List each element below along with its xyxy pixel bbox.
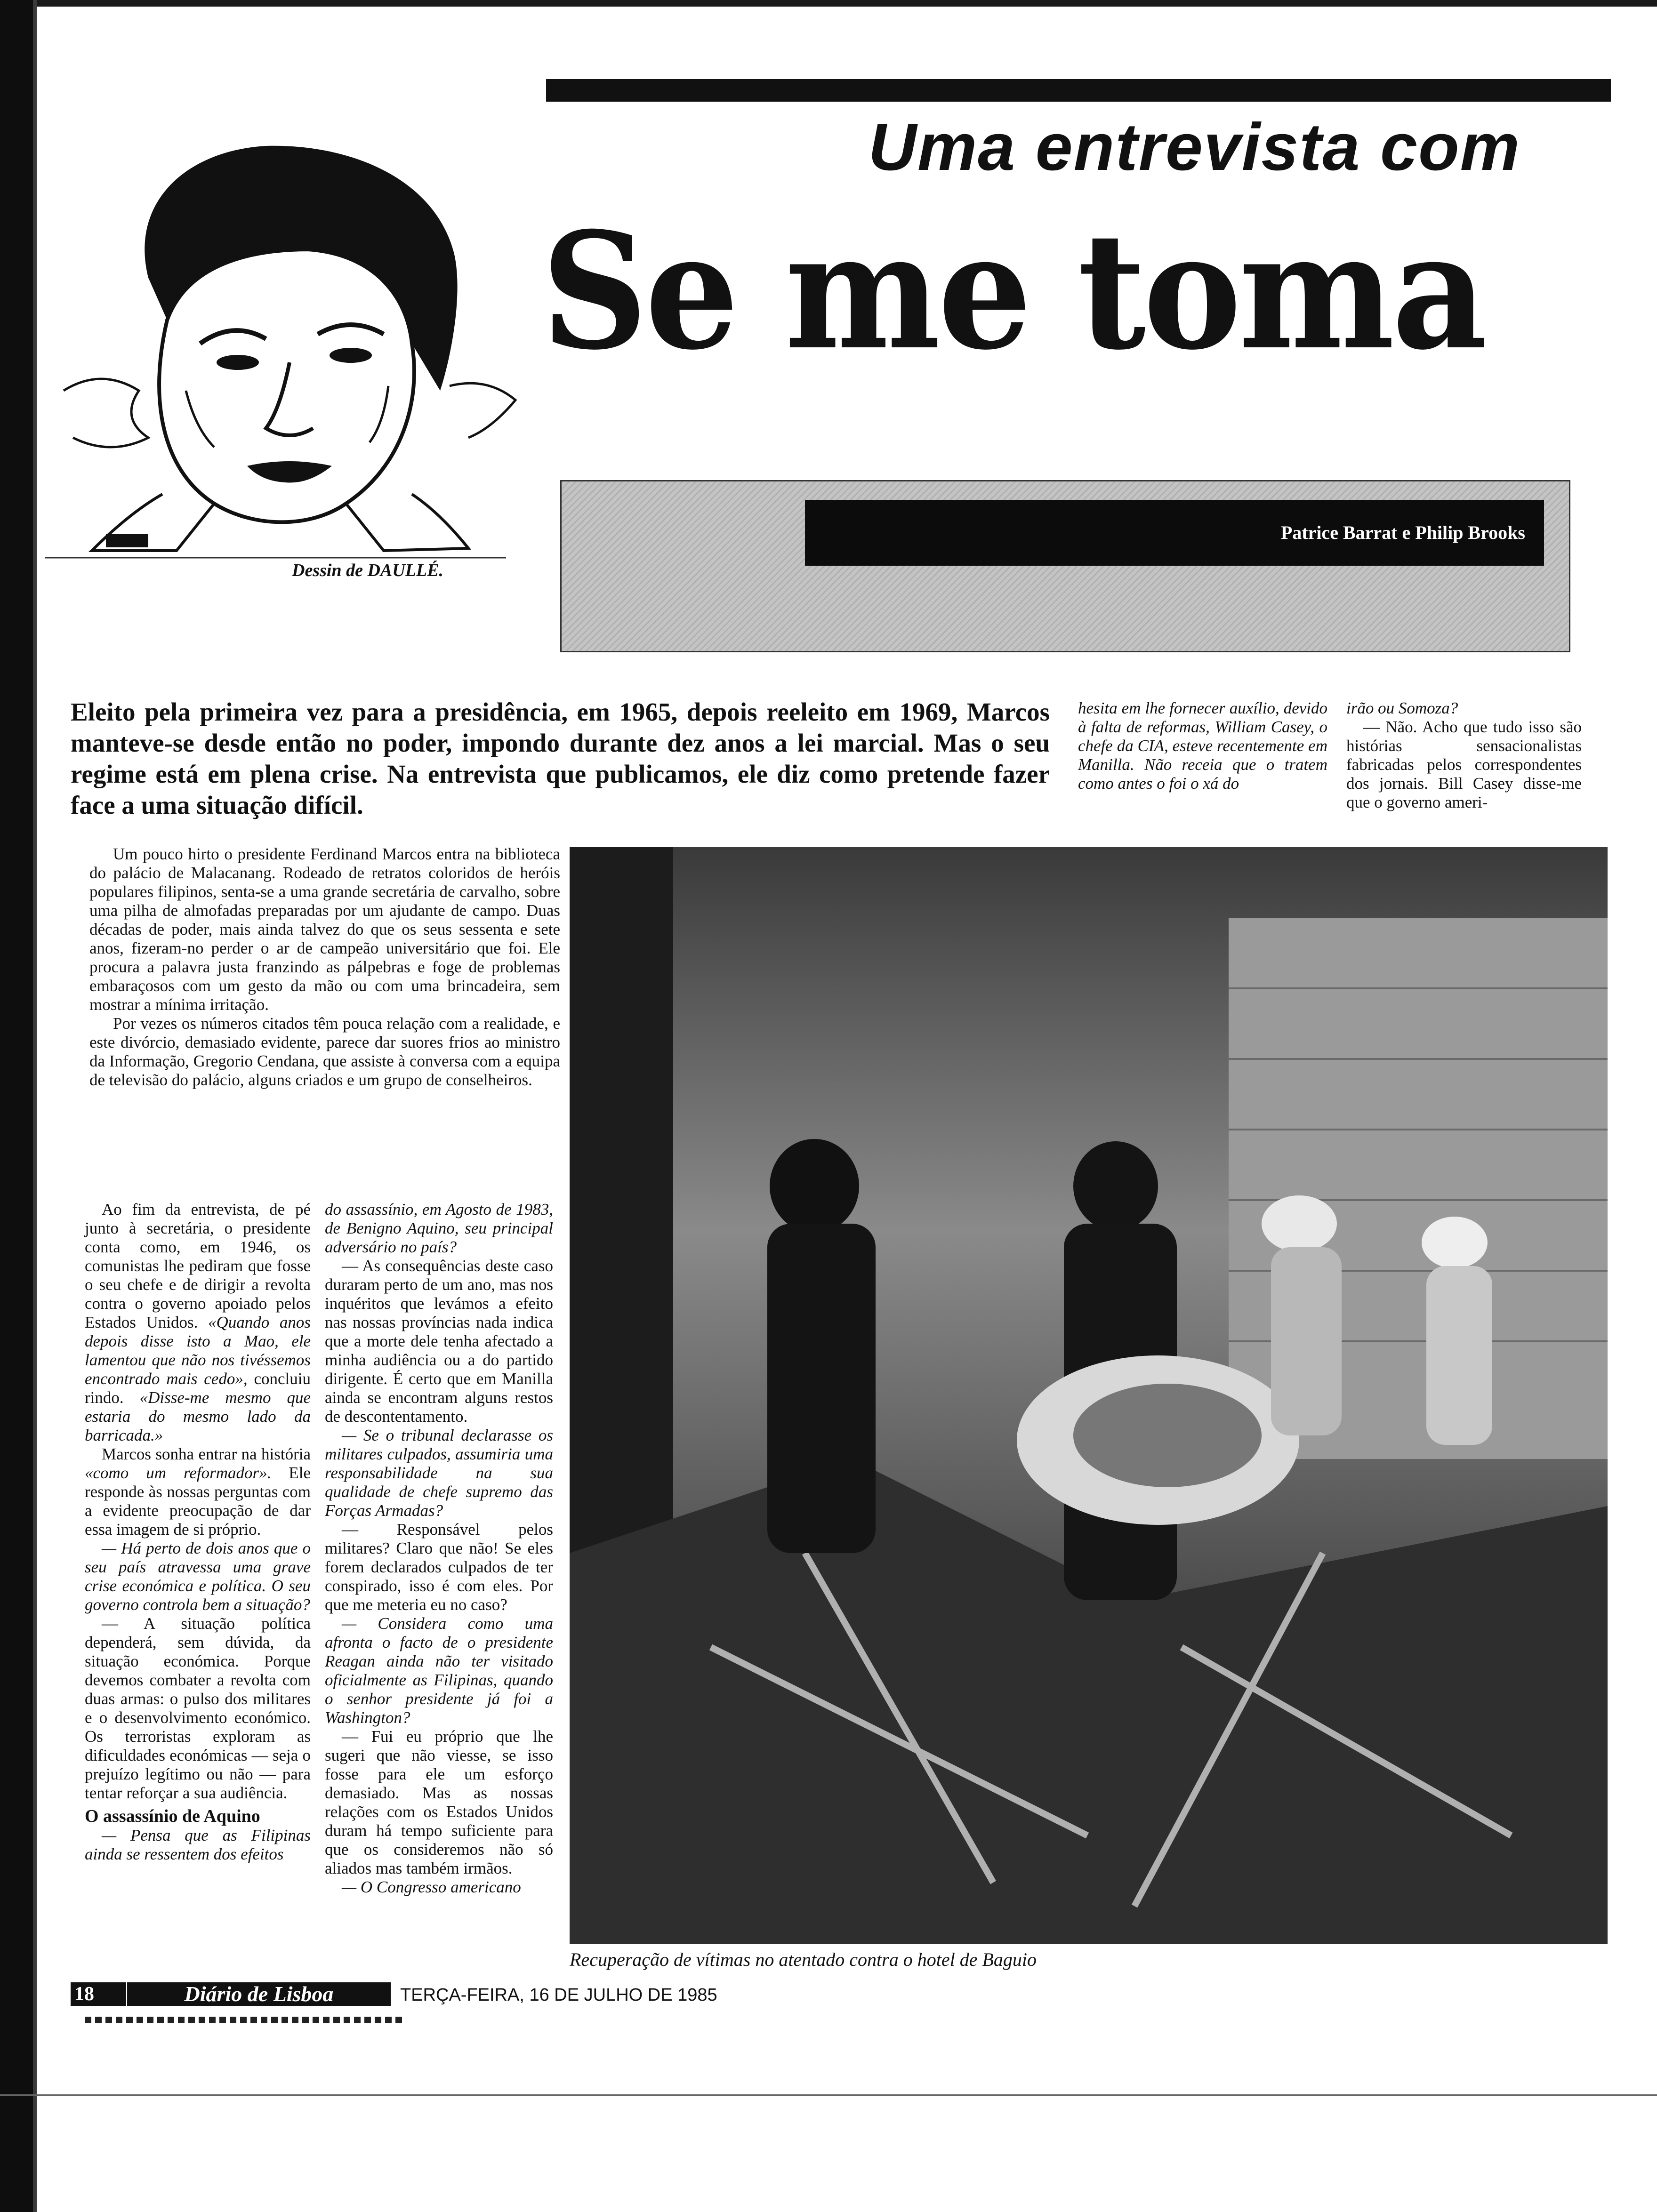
lead-paragraph: Eleito pela primeira vez para a presidência, em 1965, depois reeleito em 1969, Marcos manteve-se desde então no poder, impondo durante dez anos a lei marcial. Mas o seu regime está em plena crise. Na entrevista que publicamos, ele diz como pretende fazer face a uma situação difícil.	[71, 697, 1050, 819]
interview-answer: — Fui eu próprio que lhe sugeri que não viesse, se isso fosse para ele um esforço demasiado. Mas as nossas relações com os Estados Unidos duram há tempo suficiente para que os consideremos não só aliados mas também irmãos.	[325, 1727, 553, 1877]
article-column-1	[85, 1200, 311, 1864]
interview-question: — Há perto de dois anos que o seu país atravessa uma grave crise económica e política. O seu governo controla bem a situação?	[85, 1539, 311, 1614]
scan-edge	[0, 0, 33, 2212]
interview-question: — Considera como uma afronta o facto de o presidente Reagan ainda não ter visitado oficialmente as Filipinas, quando o senhor presidente já foi a Washington?	[325, 1614, 553, 1727]
footer-rule	[85, 2017, 405, 2023]
photo-caption: Recuperação de vítimas no atentado contra o hotel de Baguio	[570, 1949, 1037, 1970]
interview-question: — Se o tribunal declarasse os militares culpados, assumiria uma responsabilidade na sua qualidade de chefe supremo das Forças Armadas?	[325, 1426, 553, 1520]
column-paragraph: Marcos sonha entrar na história «como um reformador». Ele responde às nossas perguntas com a evidente preocupação de dar essa imagem de si próprio.	[85, 1445, 311, 1539]
article-column-3	[1078, 699, 1327, 793]
illustration-credit: Dessin de DAULLÉ.	[292, 561, 443, 580]
article-column-2	[325, 1200, 553, 1897]
interview-answer: — Responsável pelos militares? Claro que não! Se eles forem declarados culpados de ter conspirado, isso é com eles. Por que me meteria eu no caso?	[325, 1520, 553, 1614]
scan-edge-shadow	[33, 0, 37, 2212]
article-intro-column	[89, 845, 560, 1090]
column-text: hesita em lhe fornecer auxílio, devido à falta de reformas, William Casey, o chefe da CIA, esteve recentemente em Manilla. Não receia que o tratem como antes o foi o xá do	[1078, 699, 1327, 793]
page-number: 18	[71, 1982, 126, 2006]
interview-question: do assassínio, em Agosto de 1983, de Benigno Aquino, seu principal adversário no país?	[325, 1200, 553, 1256]
top-border	[0, 0, 1657, 7]
headline-rule	[546, 79, 1611, 102]
intro-paragraph: Um pouco hirto o presidente Ferdinand Marcos entra na biblioteca do palácio de Malacanang. Rodeado de retratos coloridos de heróis populares filipinos, senta-se a uma grande secretária de carvalho, sobre uma pilha de almofadas preparadas por um ajudante de campo. Duas décadas de poder, mais ainda talvez do que os seus sessenta e sete anos, fizeram-no perder o ar de campeão universitário que foi. Ele procura a palavra justa franzindo as pálpebras e foge de problemas embaraçosos com um gesto da mão ou com uma brincadeira, sem mostrar a mínima irritação.	[89, 845, 560, 1014]
interview-answer: — A situação política dependerá, sem dúvida, da situação económica. Porque devemos combater a revolta com duas armas: o pulso dos militares e o desenvolvimento económico. Os terroristas exploram as dificuldades económicas — seja o prejuízo legítimo ou não — para tentar reforçar a sua audiência.	[85, 1614, 311, 1802]
headline: Se me toma	[541, 198, 1485, 385]
subheading: O assassínio de Aquino	[85, 1806, 260, 1826]
interview-question: — Pensa que as Filipinas ainda se ressentem dos efeitos	[85, 1826, 311, 1863]
article-column-4	[1346, 699, 1582, 812]
page-bottom-rule	[0, 2094, 1657, 2096]
issue-date: TERÇA-FEIRA, 16 DE JULHO DE 1985	[400, 1985, 717, 2005]
intro-paragraph: Por vezes os números citados têm pouca relação com a realidade, e este divórcio, demasiado evidente, parece dar suores frios ao ministro da Informação, Gregorio Cendana, que assiste à conversa com a equipa de televisão do palácio, alguns criados e um grupo de conselheiros.	[89, 1014, 560, 1089]
news-photo	[570, 847, 1608, 1944]
newspaper-masthead: Diário de Lisboa	[127, 1982, 391, 2006]
column-paragraph: Ao fim da entrevista, de pé junto à secretária, o presidente conta como, em 1946, os comunistas lhe pediram que fosse o seu chefe e de dirigir a revolta contra o governo apoiado pelos Estados Unidos. «Quando anos depois disse isto a Mao, ele lamentou que não nos tivéssemos encontrado mais cedo», concluiu rindo. «Disse-me mesmo que estaria do mesmo lado da barricada.»	[85, 1200, 311, 1444]
column-text: — Não. Acho que tudo isso são histórias sensacionalistas fabricadas pelos correspondentes dos jornais. Bill Casey disse-me que o governo ameri-	[1346, 718, 1582, 811]
faint-source-line	[1073, 613, 1544, 628]
caricature-illustration	[45, 99, 534, 569]
column-text: irão ou Somoza?	[1346, 699, 1458, 717]
interview-question: — O Congresso americano	[342, 1878, 521, 1896]
interview-answer: — As consequências deste caso duraram perto de um ano, mas nos inquéritos que levámos a efeito nas nossas províncias nada indica que a morte dele tenha afectado a minha audiência ou a do partido dirigente. É certo que em Manilla ainda se encontram alguns restos de descontentamento.	[325, 1257, 553, 1426]
author-byline: Patrice Barrat e Philip Brooks	[805, 500, 1544, 566]
headline-kicker: Uma entrevista com	[868, 110, 1520, 184]
